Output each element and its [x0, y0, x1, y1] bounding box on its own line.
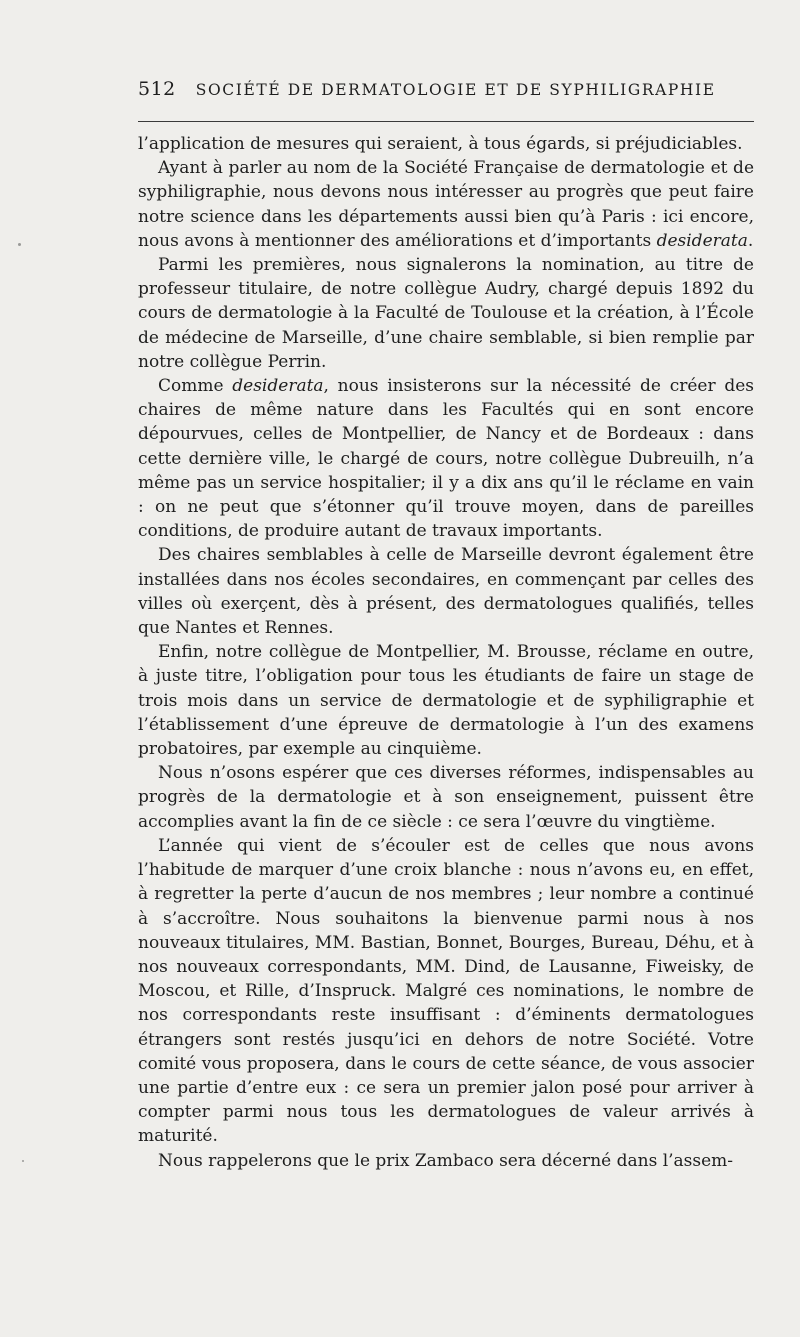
paragraph: [138, 543, 754, 640]
paragraph: [138, 374, 754, 543]
page-number: 512: [138, 78, 176, 100]
paragraph: [138, 640, 754, 761]
paragraph: [138, 834, 754, 1149]
italic-text: desiderata: [232, 376, 324, 397]
text-segment: l’application de mesures qui seraient, à tous égards, si préjudiciables.: [138, 134, 743, 154]
paper-speck: [22, 1160, 24, 1162]
text-segment: Ayant à parler au nom de la Société Française de dermatologie et de syphiligraphie, nous devons nous intéresser au progrès que peut faire notre science dans les départements aussi bien qu’à Paris : ici encore, nous avons à mentionner des améliorations et d’importants: [138, 158, 754, 251]
text-segment: Nous rappelerons que le prix Zambaco sera décerné dans l’assem-: [158, 1150, 734, 1171]
text-segment: Enfin, notre collègue de Montpellier, M. Brousse, réclame en outre, à juste titre, l’obligation pour tous les étudiants de faire un stage de trois mois dans un service de dermatologie et de syphiligraphie et l’établissement d’une épreuve de dermatologie à l’un des examens probatoires, par exemple au cinquième.: [138, 642, 754, 760]
paragraph: [138, 132, 754, 156]
running-title: SOCIÉTÉ DE DERMATOLOGIE ET DE SYPHILIGRAPHIE: [195, 81, 716, 99]
paper-speck: [18, 243, 21, 246]
body-text: [138, 132, 754, 1173]
text-segment: Nous n’osons espérer que ces diverses réformes, indispensables au progrès de la dermatologie et à son enseignement, puissent être accomplies avant la fin de ce siècle : ce sera l’œuvre du vingtième.: [138, 763, 754, 832]
text-segment: .: [747, 230, 754, 251]
text-segment: Parmi les premières, nous signalerons la nomination, au titre de professeur titulaire, de notre collègue Audry, chargé depuis 1892 du cours de dermatologie à la Faculté de Toulouse et la création, à l’École de médecine de Marseille, d’une chaire semblable, si bien remplie par notre collègue Perrin.: [138, 255, 754, 372]
italic-text: desiderata: [656, 230, 748, 251]
page-header: [138, 78, 754, 106]
paragraph: [138, 253, 754, 374]
paragraph: [138, 761, 754, 834]
paragraph: [138, 1149, 754, 1173]
text-segment: Des chaires semblables à celle de Marseille devront également être installées dans nos écoles secondaires, en commençant par celles des villes où exerçent, dès à présent, des dermatologues qualifiés, telles que Nantes et Rennes.: [138, 545, 754, 639]
text-segment: Comme: [158, 376, 233, 397]
text-segment: L’année qui vient de s’écouler est de celles que nous avons l’habitude de marquer d’une croix blanche : nous n’avons eu, en effet, à regretter la perte d’aucun de nos membres ; leur nombre a continué à s’accroître. Nous souhaitons la bienvenue parmi nous à nos nouveaux titulaires, MM. Bastian, Bonnet, Bourges, Bureau, Déhu, et à nos nouveaux correspondants, MM. Dind, de Lausanne, Fiweisky, de Moscou, et Rille, d’Inspruck. Malgré ces nominations, le nombre de nos correspondants reste insuffisant : d’éminents dermatologues étrangers sont restés jusqu’ici en dehors de notre Société. Votre comité vous proposera, dans le cours de cette séance, de vous associer une partie d’entre eux : ce sera un premier jalon posé pour arriver à compter parmi nous tous les dermatologues de valeur arrivés à maturité.: [138, 835, 754, 1147]
paragraph: [138, 156, 754, 253]
text-segment: , nous insisterons sur la nécessité de créer des chaires de même nature dans les Facultés qui en sont encore dépourvues, celles de Montpellier, de Nancy et de Bordeaux : dans cette dernière ville, le chargé de cours, notre collègue Dubreuilh, n’a même pas un service hospitalier; il y a dix ans qu’il le réclame en vain : on ne peut que s’étonner qu’il trouve moyen, dans de pareilles conditions, de produire autant de travaux importants.: [138, 376, 754, 542]
header-rule: [138, 121, 754, 122]
